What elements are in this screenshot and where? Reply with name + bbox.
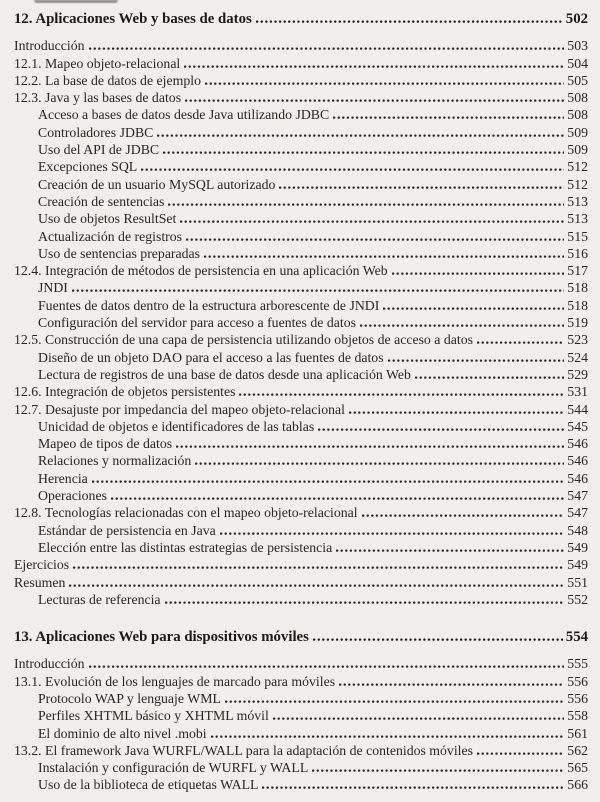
entry-title: Unicidad de objetos e identificadores de las tablas [38,418,315,434]
toc-entry-row [14,574,588,591]
toc-section [14,11,588,608]
toc-entry-row [14,655,588,672]
entry-page-number: 508 [567,90,588,106]
dot-leader [273,717,564,720]
dot-leader [392,272,565,275]
dot-leader [180,220,564,223]
entry-page-number: 544 [567,401,588,417]
dot-leader [256,20,563,23]
entry-page-number: 513 [567,193,588,209]
toc-entry-row [14,141,588,158]
table-of-contents [14,11,588,794]
chapter-entries [14,37,588,608]
entry-title: El dominio de alto nivel .mobi [38,725,207,741]
toc-entry-row [14,673,588,690]
toc-entry-row [14,383,588,400]
dot-leader [111,497,564,500]
dot-leader [239,393,564,396]
dot-leader [165,601,565,604]
entry-title: Diseño de un objeto DAO para el acceso a las fuentes de datos [38,349,384,365]
toc-entry-row [14,725,588,742]
entry-title: Uso de sentencias preparadas [38,245,201,261]
chapter-title: 12. Aplicaciones Web y bases de datos [14,11,252,27]
toc-entry-row [14,522,588,539]
entry-page-number: 518 [567,280,588,296]
toc-entry-row [14,487,588,504]
entry-title: 12.8. Tecnologías relacionadas con el mapeo objeto-relacional [14,505,358,521]
dot-leader [73,566,564,569]
entry-title: Estándar de persistencia en Java [38,522,216,538]
entry-page-number: 566 [567,777,588,793]
entry-page-number: 512 [567,159,588,175]
toc-entry-row [14,210,588,227]
entry-page-number: 549 [567,539,588,555]
entry-title: Creación de sentencias [38,193,165,209]
dot-leader [339,683,564,686]
toc-entry-row [14,279,588,296]
dot-leader [388,359,565,362]
dot-leader [195,462,564,465]
entry-page-number: 513 [567,211,588,227]
toc-entry-row [14,690,588,707]
entry-title: 13.1. Evolución de los lenguajes de marcado para móviles [14,673,336,689]
dot-leader [141,168,564,171]
toc-entry-row [14,470,588,487]
entry-page-number: 503 [567,38,588,54]
entry-page-number: 547 [567,488,588,504]
dot-leader [477,341,564,344]
toc-entry-row [14,591,588,608]
toc-entry-row [14,176,588,193]
toc-entry-row [14,366,588,383]
entry-title: 12.4. Integración de métodos de persistencia en una aplicación Web [14,263,388,279]
toc-entry-row [14,401,588,418]
entry-title: 12.3. Java y las bases de datos [14,90,182,106]
dot-leader [176,445,564,448]
toc-entry-row [14,314,588,331]
entry-page-number: 519 [567,315,588,331]
entry-title: Acceso a bases de datos desde Java utilizando JDBC [38,107,330,123]
entry-title: Configuración del servidor para acceso a fuentes de datos [38,315,356,331]
chapter-page-number: 502 [565,11,588,27]
entry-title: Introducción [14,38,85,54]
toc-entry-row [14,504,588,521]
chapter-heading-row [14,11,588,28]
entry-title: Controladores JDBC [38,124,154,140]
entry-page-number: 562 [567,742,588,758]
toc-entry-row [14,435,588,452]
entry-page-number: 549 [567,557,588,573]
entry-title: Resumen [14,574,66,590]
dot-leader [185,99,564,102]
entry-page-number: 531 [567,384,588,400]
dot-leader [89,665,565,668]
dot-leader [312,769,564,772]
toc-entry-row [14,452,588,469]
dot-leader [184,65,564,68]
entry-title: 12.7. Desajuste por impedancia del mapeo objeto-relacional [14,401,346,417]
dot-leader [205,82,564,85]
dot-leader [383,307,564,310]
entry-page-number: 551 [567,574,588,590]
dot-leader [477,752,564,755]
toc-entry-row [14,72,588,89]
toc-section [14,629,588,794]
entry-page-number: 509 [567,142,588,158]
toc-entry-row [14,158,588,175]
dot-leader [211,735,565,738]
entry-title: Protocolo WAP y lenguaje WML [38,690,221,706]
toc-entry-row [14,707,588,724]
entry-title: Perfiles XHTML básico y XHTML móvil [38,708,269,724]
entry-title: 12.2. La base de datos de ejemplo [14,72,201,88]
dot-leader [69,584,564,587]
dot-leader [318,428,564,431]
entry-title: Ejercicios [14,557,70,573]
entry-title: Herencia [38,470,88,486]
entry-title: 12.1. Mapeo objeto-relacional [14,55,181,71]
toc-entry-row [14,418,588,435]
toc-entry-row [14,742,588,759]
toc-entry-row [14,556,588,573]
dot-leader [349,411,564,414]
entry-page-number: 555 [567,656,588,672]
entry-page-number: 547 [567,505,588,521]
dot-leader [225,700,564,703]
dot-leader [92,480,565,483]
entry-page-number: 517 [567,263,588,279]
toc-entry-row [14,539,588,556]
entry-title: Creación de un usuario MySQL autorizado [38,176,276,192]
entry-title: Uso del API de JDBC [38,142,160,158]
entry-page-number: 565 [567,760,588,776]
dot-leader [168,203,564,206]
entry-page-number: 504 [567,55,588,71]
toc-entry-row [14,89,588,106]
dot-leader [279,186,564,189]
entry-title: Uso de la biblioteca de etiquetas WALL [38,777,259,793]
entry-page-number: 556 [567,690,588,706]
entry-title: Excepciones SQL [38,159,138,175]
entry-page-number: 516 [567,245,588,261]
dot-leader [313,638,563,641]
entry-title: Relaciones y normalización [38,453,192,469]
entry-page-number: 552 [567,591,588,607]
entry-page-number: 529 [567,366,588,382]
toc-entry-row [14,262,588,279]
entry-title: Actualización de registros [38,228,183,244]
entry-title: Lecturas de referencia [38,591,161,607]
toc-entry-row [14,193,588,210]
entry-title: 12.6. Integración de objetos persistentes [14,384,236,400]
dot-leader [157,134,564,137]
toc-entry-row [14,759,588,776]
entry-title: 13.2. El framework Java WURFL/WALL para la adaptación de contenidos móviles [14,742,473,758]
dot-leader [163,151,564,154]
dot-leader [362,514,565,517]
entry-title: Mapeo de tipos de datos [38,436,173,452]
entry-page-number: 558 [567,708,588,724]
entry-page-number: 548 [567,522,588,538]
chapter-page-number: 554 [565,629,588,646]
dot-leader [333,116,564,119]
chapter-title: 13. Aplicaciones Web para dispositivos móviles [14,629,309,646]
entry-page-number: 523 [567,332,588,348]
entry-page-number: 515 [567,228,588,244]
entry-page-number: 546 [567,470,588,486]
entry-page-number: 524 [567,349,588,365]
entry-page-number: 518 [567,297,588,313]
chapter-heading-row [14,629,588,646]
chapter-entries [14,655,588,793]
entry-page-number: 546 [567,436,588,452]
dot-leader [360,324,564,327]
toc-entry-row [14,776,588,793]
dot-leader [89,47,565,50]
entry-title: Introducción [14,656,85,672]
entry-title: Operaciones [38,488,107,504]
toc-entry-row [14,124,588,141]
entry-page-number: 546 [567,453,588,469]
toc-entry-row [14,55,588,72]
toc-entry-row [14,228,588,245]
toc-entry-row [14,349,588,366]
entry-title: Lectura de registros de una base de datos desde una aplicación Web [38,366,411,382]
dot-leader [186,238,564,241]
dot-leader [262,786,564,789]
toc-entry-row [14,297,588,314]
dot-leader [72,289,564,292]
dot-leader [220,532,565,535]
dot-leader [204,255,564,258]
entry-page-number: 508 [567,107,588,123]
entry-page-number: 509 [567,124,588,140]
toc-entry-row [14,37,588,54]
entry-title: 12.5. Construcción de una capa de persistencia utilizando objetos de acceso a datos [14,332,473,348]
entry-title: Fuentes de datos dentro de la estructura arborescente de JNDI [38,297,380,313]
entry-title: Elección entre las distintas estrategias de persistencia [38,539,333,555]
entry-title: Uso de objetos ResultSet [38,211,177,227]
dot-leader [336,549,564,552]
toc-entry-row [14,106,588,123]
entry-page-number: 512 [567,176,588,192]
entry-page-number: 556 [567,673,588,689]
entry-page-number: 561 [567,725,588,741]
entry-title: Instalación y configuración de WURFL y WALL [38,760,309,776]
entry-page-number: 505 [567,72,588,88]
entry-page-number: 545 [567,418,588,434]
entry-title: JNDI [38,280,68,296]
toc-entry-row [14,331,588,348]
toc-entry-row [14,245,588,262]
dot-leader [415,376,564,379]
